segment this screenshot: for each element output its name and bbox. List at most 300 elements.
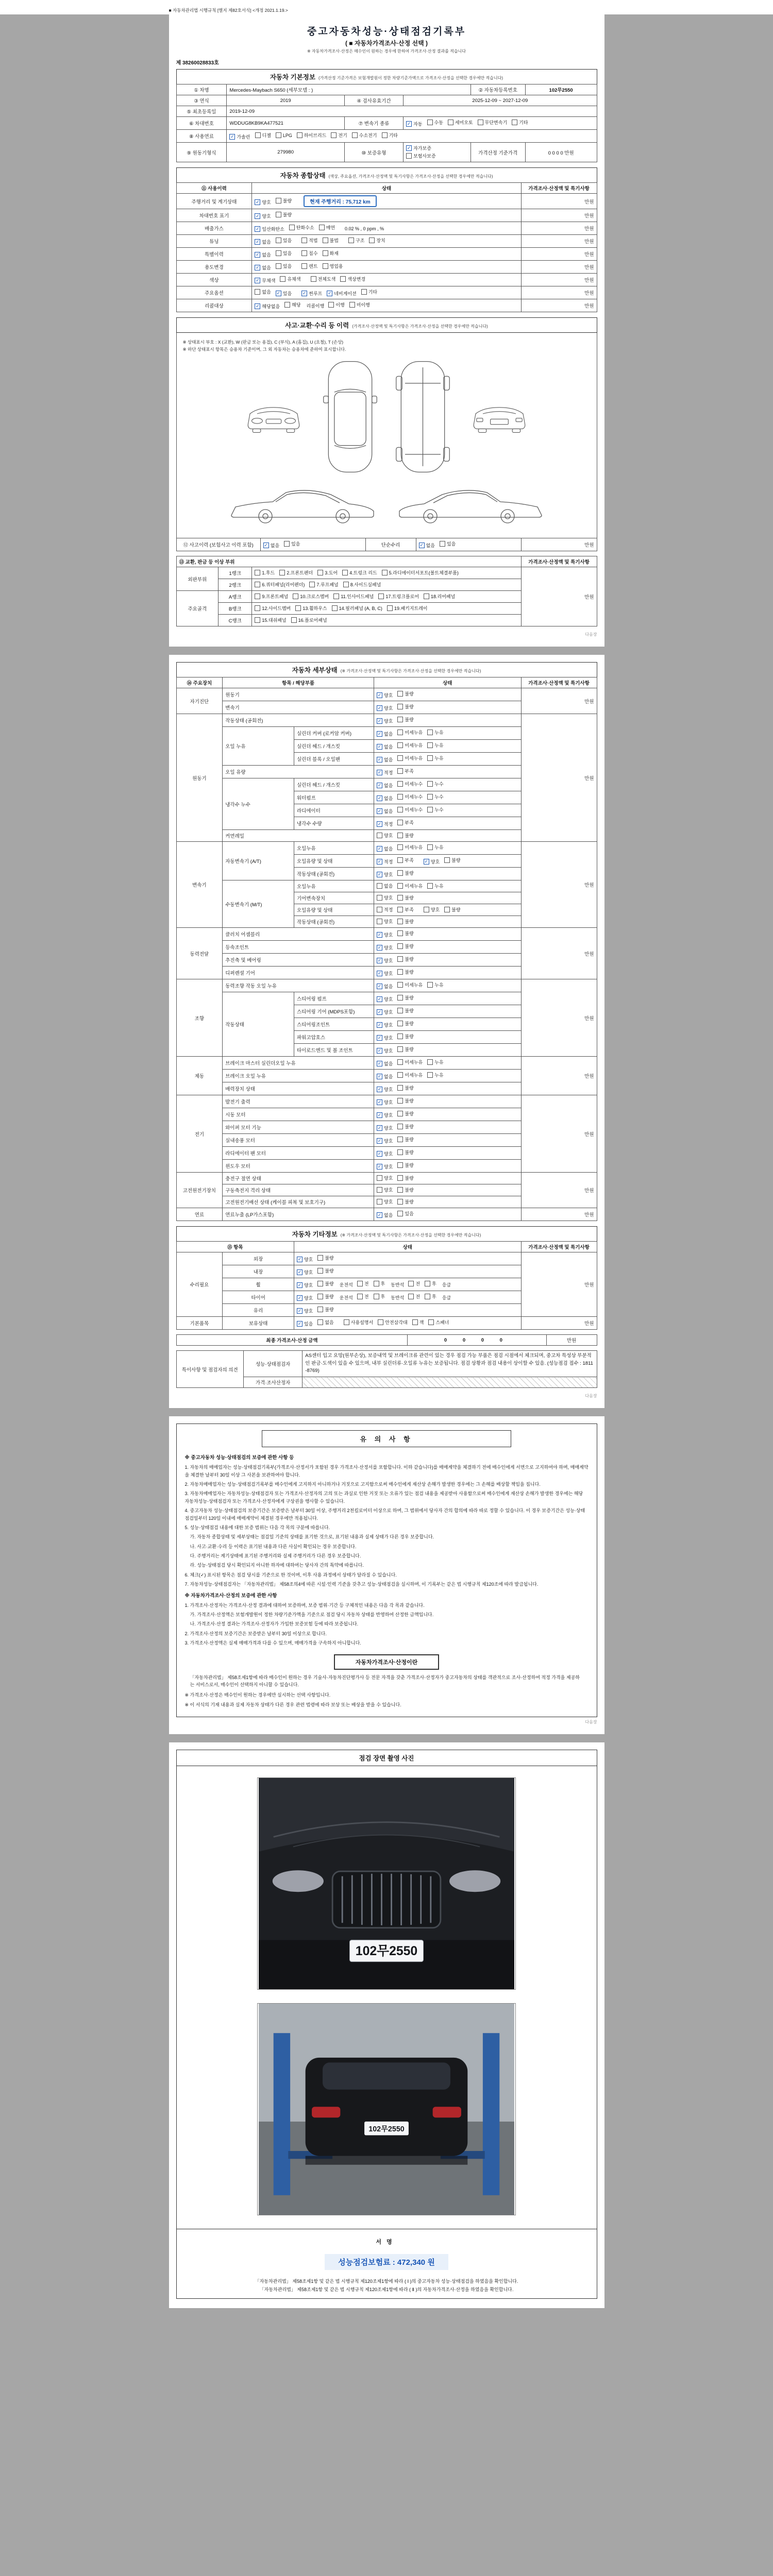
checkbox-icon[interactable]	[397, 691, 403, 697]
checkbox-option[interactable]	[255, 226, 284, 232]
checkbox-option[interactable]	[332, 605, 382, 612]
checkbox-option[interactable]	[397, 703, 413, 710]
checkbox-icon[interactable]	[397, 844, 403, 850]
checkbox-icon[interactable]	[397, 794, 403, 800]
checkbox-icon[interactable]	[255, 617, 260, 623]
checkbox-option[interactable]	[255, 251, 271, 258]
checkbox-option[interactable]	[397, 1198, 413, 1205]
checkbox-icon[interactable]: ✓	[297, 1269, 302, 1275]
checkbox-option[interactable]	[382, 132, 398, 139]
checkbox-option[interactable]	[255, 303, 280, 310]
checkbox-icon[interactable]: ✓	[377, 932, 382, 937]
checkbox-icon[interactable]: ✓	[256, 303, 260, 309]
checkbox-option[interactable]	[397, 981, 423, 988]
checkbox-icon[interactable]: ✓	[377, 1138, 382, 1143]
checkbox-icon[interactable]: ✓	[419, 543, 424, 548]
checkbox-icon[interactable]	[377, 907, 382, 912]
checkbox-icon[interactable]	[369, 238, 375, 243]
checkbox-icon[interactable]	[397, 956, 403, 962]
checkbox-icon[interactable]	[408, 1294, 414, 1299]
checkbox-icon[interactable]: ✓	[377, 1151, 382, 1156]
checkbox-icon[interactable]: ✓	[256, 278, 260, 283]
checkbox-icon[interactable]	[397, 1021, 403, 1026]
checkbox-icon[interactable]	[427, 794, 433, 800]
checkbox-icon[interactable]	[255, 594, 260, 599]
checkbox-option[interactable]	[377, 1073, 393, 1080]
checkbox-icon[interactable]	[255, 605, 260, 611]
checkbox-option[interactable]	[397, 1007, 413, 1014]
checkbox-option[interactable]	[427, 981, 443, 988]
checkbox-option[interactable]	[255, 277, 275, 284]
checkbox-option[interactable]	[377, 1047, 393, 1054]
checkbox-option[interactable]	[295, 605, 327, 612]
checkbox-option[interactable]	[323, 250, 339, 257]
checkbox-option[interactable]	[301, 237, 317, 244]
checkbox-option[interactable]	[343, 581, 381, 588]
checkbox-icon[interactable]	[361, 289, 367, 295]
checkbox-icon[interactable]	[397, 1149, 403, 1155]
checkbox-icon[interactable]	[478, 120, 483, 125]
checkbox-option[interactable]	[377, 743, 393, 750]
checkbox-icon[interactable]	[397, 1059, 403, 1065]
checkbox-icon[interactable]	[348, 238, 354, 243]
checkbox-icon[interactable]	[377, 1175, 382, 1181]
checkbox-option[interactable]	[255, 569, 275, 576]
checkbox-option[interactable]	[340, 276, 365, 282]
checkbox-icon[interactable]	[397, 995, 403, 1001]
checkbox-icon[interactable]	[397, 1162, 403, 1168]
checkbox-icon[interactable]	[397, 883, 403, 889]
checkbox-icon[interactable]	[289, 225, 295, 230]
checkbox-option[interactable]	[377, 944, 393, 951]
checkbox-option[interactable]	[397, 1097, 413, 1104]
checkbox-option[interactable]	[440, 540, 456, 547]
checkbox-icon[interactable]: ✓	[256, 213, 260, 218]
checkbox-icon[interactable]	[295, 605, 301, 611]
checkbox-option[interactable]	[377, 1086, 393, 1093]
checkbox-icon[interactable]: ✓	[377, 971, 382, 976]
checkbox-icon[interactable]: ✓	[276, 291, 281, 296]
checkbox-icon[interactable]	[317, 570, 323, 575]
checkbox-option[interactable]	[397, 1149, 413, 1156]
checkbox-icon[interactable]	[397, 907, 403, 912]
checkbox-icon[interactable]	[397, 1199, 403, 1205]
checkbox-icon[interactable]: ✓	[377, 872, 382, 877]
checkbox-option[interactable]	[424, 593, 455, 600]
checkbox-option[interactable]	[397, 994, 413, 1001]
checkbox-option[interactable]	[297, 1269, 313, 1276]
checkbox-option[interactable]	[427, 1059, 443, 1065]
checkbox-icon[interactable]	[378, 1319, 383, 1325]
checkbox-icon[interactable]	[276, 263, 281, 269]
checkbox-icon[interactable]	[377, 1187, 382, 1193]
checkbox-icon[interactable]	[397, 1211, 403, 1216]
checkbox-option[interactable]	[377, 1035, 393, 1041]
checkbox-option[interactable]	[377, 871, 393, 878]
checkbox-option[interactable]	[323, 237, 339, 244]
checkbox-option[interactable]	[377, 1009, 393, 1015]
checkbox-icon[interactable]	[424, 594, 429, 599]
checkbox-icon[interactable]	[323, 238, 328, 243]
checkbox-option[interactable]	[317, 1293, 333, 1300]
checkbox-icon[interactable]: ✓	[377, 705, 382, 710]
checkbox-icon[interactable]: ✓	[424, 859, 429, 864]
checkbox-option[interactable]	[397, 781, 423, 787]
checkbox-option[interactable]	[276, 290, 292, 297]
checkbox-icon[interactable]: ✓	[256, 239, 260, 244]
checkbox-option[interactable]	[333, 593, 374, 600]
checkbox-icon[interactable]: ✓	[377, 996, 382, 1002]
checkbox-icon[interactable]	[311, 276, 316, 282]
checkbox-option[interactable]	[427, 729, 443, 736]
checkbox-option[interactable]	[293, 593, 329, 600]
checkbox-option[interactable]	[397, 956, 413, 962]
checkbox-icon[interactable]: ✓	[377, 1009, 382, 1014]
checkbox-option[interactable]	[377, 1112, 393, 1118]
checkbox-option[interactable]	[448, 119, 473, 126]
checkbox-icon[interactable]	[317, 1307, 323, 1312]
checkbox-option[interactable]	[301, 263, 317, 269]
checkbox-icon[interactable]: ✓	[297, 1321, 302, 1326]
checkbox-option[interactable]	[397, 1033, 413, 1040]
checkbox-icon[interactable]	[382, 132, 388, 138]
checkbox-option[interactable]	[263, 542, 279, 549]
checkbox-icon[interactable]: ✓	[377, 1087, 382, 1092]
checkbox-icon[interactable]	[397, 742, 403, 748]
checkbox-option[interactable]	[319, 224, 335, 231]
checkbox-icon[interactable]	[397, 755, 403, 761]
checkbox-option[interactable]	[276, 132, 292, 138]
checkbox-icon[interactable]	[301, 238, 307, 243]
checkbox-icon[interactable]: ✓	[377, 945, 382, 950]
checkbox-icon[interactable]: ✓	[297, 1282, 302, 1287]
checkbox-option[interactable]	[377, 858, 393, 865]
checkbox-option[interactable]	[427, 1072, 443, 1078]
checkbox-icon[interactable]	[397, 717, 403, 722]
checkbox-icon[interactable]	[276, 250, 281, 256]
checkbox-option[interactable]	[427, 781, 443, 787]
checkbox-option[interactable]	[284, 540, 300, 547]
checkbox-option[interactable]	[297, 132, 326, 139]
checkbox-icon[interactable]	[397, 982, 403, 988]
checkbox-icon[interactable]	[319, 225, 325, 230]
checkbox-option[interactable]	[317, 1319, 333, 1326]
checkbox-option[interactable]	[311, 276, 336, 282]
checkbox-option[interactable]	[377, 782, 393, 789]
checkbox-icon[interactable]	[344, 1319, 349, 1325]
checkbox-icon[interactable]	[276, 132, 281, 138]
checkbox-option[interactable]	[377, 845, 393, 852]
checkbox-icon[interactable]	[397, 768, 403, 774]
checkbox-icon[interactable]	[397, 1072, 403, 1078]
checkbox-icon[interactable]	[428, 1319, 434, 1325]
checkbox-icon[interactable]: ✓	[264, 543, 268, 548]
checkbox-option[interactable]	[377, 756, 393, 763]
checkbox-option[interactable]	[255, 289, 271, 295]
checkbox-icon[interactable]	[301, 263, 307, 269]
checkbox-icon[interactable]	[255, 132, 261, 138]
checkbox-icon[interactable]	[406, 153, 412, 159]
checkbox-option[interactable]	[328, 301, 344, 308]
checkbox-icon[interactable]: ✓	[297, 1295, 302, 1300]
checkbox-icon[interactable]: ✓	[377, 808, 382, 814]
checkbox-icon[interactable]	[397, 1137, 403, 1142]
checkbox-icon[interactable]	[317, 1268, 323, 1274]
checkbox-option[interactable]	[276, 197, 292, 204]
checkbox-option[interactable]	[424, 906, 440, 913]
checkbox-icon[interactable]	[397, 1085, 403, 1091]
checkbox-option[interactable]	[397, 969, 413, 975]
checkbox-icon[interactable]	[397, 1098, 403, 1104]
checkbox-icon[interactable]	[284, 541, 290, 547]
checkbox-option[interactable]	[428, 1319, 449, 1326]
checkbox-icon[interactable]	[357, 1294, 363, 1299]
checkbox-icon[interactable]	[397, 730, 403, 735]
checkbox-option[interactable]	[427, 119, 443, 126]
checkbox-option[interactable]	[297, 1282, 313, 1289]
checkbox-option[interactable]	[397, 768, 413, 774]
checkbox-option[interactable]	[317, 1255, 333, 1261]
checkbox-option[interactable]	[397, 870, 413, 876]
checkbox-icon[interactable]: ✓	[256, 226, 260, 231]
checkbox-option[interactable]	[444, 857, 460, 863]
checkbox-option[interactable]	[397, 1210, 413, 1217]
checkbox-option[interactable]	[352, 132, 377, 139]
checkbox-icon[interactable]: ✓	[377, 718, 382, 723]
checkbox-option[interactable]	[377, 1163, 393, 1170]
checkbox-icon[interactable]: ✓	[256, 199, 260, 205]
checkbox-icon[interactable]: ✓	[377, 846, 382, 851]
checkbox-icon[interactable]	[276, 198, 281, 204]
checkbox-option[interactable]	[397, 819, 413, 826]
checkbox-icon[interactable]: ✓	[297, 1257, 302, 1262]
checkbox-option[interactable]	[327, 290, 356, 297]
checkbox-icon[interactable]	[317, 1281, 323, 1286]
checkbox-icon[interactable]	[357, 1281, 363, 1286]
checkbox-option[interactable]	[408, 1293, 420, 1300]
checkbox-icon[interactable]	[280, 276, 285, 282]
checkbox-icon[interactable]	[293, 594, 298, 599]
checkbox-icon[interactable]	[397, 820, 403, 825]
checkbox-icon[interactable]	[397, 781, 403, 787]
checkbox-icon[interactable]	[387, 605, 393, 611]
checkbox-option[interactable]	[377, 692, 393, 699]
checkbox-option[interactable]	[377, 1212, 393, 1218]
checkbox-option[interactable]	[297, 1295, 313, 1301]
checkbox-option[interactable]	[377, 970, 393, 977]
checkbox-option[interactable]	[331, 132, 347, 139]
checkbox-option[interactable]	[291, 617, 327, 623]
checkbox-icon[interactable]: ✓	[377, 731, 382, 736]
checkbox-option[interactable]	[377, 1125, 393, 1131]
checkbox-icon[interactable]	[397, 870, 403, 876]
checkbox-option[interactable]	[357, 1280, 369, 1287]
checkbox-option[interactable]	[382, 569, 459, 576]
checkbox-icon[interactable]	[397, 1124, 403, 1129]
checkbox-option[interactable]	[512, 119, 528, 126]
checkbox-option[interactable]	[408, 1280, 420, 1287]
checkbox-option[interactable]	[374, 1280, 385, 1287]
checkbox-option[interactable]	[427, 844, 443, 851]
checkbox-icon[interactable]: ✓	[377, 744, 382, 749]
checkbox-option[interactable]	[377, 1175, 393, 1181]
checkbox-icon[interactable]	[425, 1294, 430, 1299]
checkbox-option[interactable]	[377, 883, 393, 889]
checkbox-icon[interactable]: ✓	[377, 692, 382, 698]
checkbox-option[interactable]	[478, 119, 507, 126]
checkbox-option[interactable]	[377, 808, 393, 815]
checkbox-icon[interactable]: ✓	[297, 1308, 302, 1313]
checkbox-option[interactable]	[255, 617, 286, 623]
checkbox-option[interactable]	[397, 755, 423, 761]
checkbox-option[interactable]	[412, 1319, 424, 1326]
checkbox-option[interactable]	[397, 1046, 413, 1053]
checkbox-icon[interactable]	[397, 943, 403, 949]
checkbox-option[interactable]	[397, 716, 413, 723]
checkbox-icon[interactable]	[427, 982, 433, 988]
checkbox-icon[interactable]: ✓	[377, 1112, 382, 1117]
checkbox-option[interactable]	[279, 569, 313, 576]
checkbox-option[interactable]	[406, 145, 431, 151]
checkbox-icon[interactable]	[297, 132, 303, 138]
checkbox-option[interactable]	[301, 290, 322, 297]
checkbox-option[interactable]	[427, 793, 443, 800]
checkbox-icon[interactable]	[448, 120, 453, 125]
checkbox-option[interactable]	[344, 1319, 373, 1326]
checkbox-icon[interactable]	[444, 857, 450, 863]
checkbox-icon[interactable]	[255, 289, 260, 295]
checkbox-icon[interactable]	[397, 1046, 403, 1052]
checkbox-icon[interactable]	[427, 781, 433, 787]
checkbox-icon[interactable]	[323, 263, 328, 269]
checkbox-icon[interactable]	[427, 1059, 433, 1065]
checkbox-option[interactable]	[397, 906, 413, 913]
checkbox-icon[interactable]	[397, 1187, 403, 1193]
checkbox-icon[interactable]: ✓	[377, 783, 382, 788]
checkbox-option[interactable]	[397, 857, 413, 863]
checkbox-option[interactable]	[424, 858, 440, 865]
checkbox-option[interactable]	[276, 250, 292, 257]
checkbox-option[interactable]	[377, 1060, 393, 1067]
checkbox-icon[interactable]: ✓	[377, 770, 382, 775]
checkbox-option[interactable]	[397, 1020, 413, 1027]
checkbox-icon[interactable]	[284, 302, 290, 308]
checkbox-icon[interactable]	[276, 238, 281, 243]
checkbox-option[interactable]	[377, 821, 393, 827]
checkbox-icon[interactable]	[427, 807, 433, 812]
checkbox-icon[interactable]	[331, 132, 337, 138]
checkbox-icon[interactable]	[427, 1072, 433, 1078]
checkbox-option[interactable]	[397, 729, 423, 736]
checkbox-option[interactable]	[255, 605, 291, 612]
checkbox-option[interactable]	[387, 605, 428, 612]
checkbox-icon[interactable]	[397, 895, 403, 901]
checkbox-option[interactable]	[378, 1319, 407, 1326]
checkbox-icon[interactable]	[317, 1255, 323, 1261]
checkbox-option[interactable]	[377, 795, 393, 802]
checkbox-option[interactable]	[297, 1256, 313, 1263]
checkbox-icon[interactable]	[397, 930, 403, 936]
checkbox-icon[interactable]: ✓	[377, 1074, 382, 1079]
checkbox-option[interactable]	[280, 276, 300, 282]
checkbox-icon[interactable]	[323, 250, 328, 256]
checkbox-option[interactable]	[377, 1099, 393, 1106]
checkbox-icon[interactable]	[291, 617, 297, 623]
checkbox-option[interactable]	[317, 1306, 333, 1313]
checkbox-option[interactable]	[397, 806, 423, 813]
checkbox-option[interactable]	[397, 1072, 423, 1078]
checkbox-option[interactable]	[377, 705, 393, 711]
checkbox-option[interactable]	[369, 237, 385, 244]
checkbox-icon[interactable]: ✓	[377, 1048, 382, 1053]
checkbox-option[interactable]	[289, 224, 314, 231]
checkbox-option[interactable]	[419, 542, 435, 549]
checkbox-option[interactable]	[397, 943, 413, 950]
checkbox-icon[interactable]: ✓	[407, 121, 411, 126]
checkbox-option[interactable]	[377, 996, 393, 1003]
checkbox-option[interactable]	[377, 832, 393, 839]
checkbox-option[interactable]	[276, 263, 292, 269]
checkbox-option[interactable]	[284, 301, 300, 308]
checkbox-icon[interactable]	[427, 730, 433, 735]
checkbox-option[interactable]	[406, 121, 422, 127]
checkbox-option[interactable]	[397, 930, 413, 937]
checkbox-icon[interactable]	[397, 969, 403, 975]
checkbox-option[interactable]	[377, 1138, 393, 1144]
checkbox-icon[interactable]	[276, 212, 281, 217]
checkbox-option[interactable]	[377, 906, 393, 913]
checkbox-option[interactable]	[377, 918, 393, 925]
checkbox-icon[interactable]	[255, 570, 260, 575]
checkbox-option[interactable]	[425, 1280, 436, 1287]
checkbox-option[interactable]	[378, 593, 419, 600]
checkbox-icon[interactable]	[378, 594, 384, 599]
checkbox-icon[interactable]: ✓	[230, 134, 234, 139]
checkbox-icon[interactable]	[408, 1281, 414, 1286]
checkbox-icon[interactable]	[377, 883, 382, 889]
checkbox-option[interactable]	[427, 806, 443, 813]
checkbox-option[interactable]	[444, 906, 460, 913]
checkbox-icon[interactable]: ✓	[377, 821, 382, 826]
checkbox-option[interactable]	[255, 264, 271, 271]
checkbox-icon[interactable]: ✓	[377, 1212, 382, 1217]
checkbox-option[interactable]	[397, 1187, 413, 1193]
checkbox-option[interactable]	[397, 894, 413, 901]
checkbox-option[interactable]	[276, 211, 292, 218]
checkbox-icon[interactable]	[412, 1319, 418, 1325]
checkbox-option[interactable]	[255, 132, 271, 139]
checkbox-option[interactable]	[397, 690, 413, 697]
checkbox-option[interactable]	[348, 237, 364, 244]
checkbox-icon[interactable]	[397, 704, 403, 709]
checkbox-icon[interactable]: ✓	[377, 1022, 382, 1027]
checkbox-icon[interactable]	[397, 1111, 403, 1116]
checkbox-option[interactable]	[377, 1187, 393, 1193]
checkbox-icon[interactable]	[512, 120, 517, 125]
checkbox-option[interactable]	[397, 1162, 413, 1168]
checkbox-icon[interactable]	[397, 857, 403, 863]
checkbox-option[interactable]	[361, 289, 377, 295]
checkbox-icon[interactable]: ✓	[377, 1035, 382, 1040]
checkbox-icon[interactable]	[317, 1319, 323, 1325]
checkbox-icon[interactable]	[255, 582, 260, 587]
checkbox-icon[interactable]	[301, 250, 307, 256]
checkbox-icon[interactable]	[425, 1281, 430, 1286]
checkbox-option[interactable]	[397, 1084, 413, 1091]
checkbox-option[interactable]	[397, 1136, 413, 1143]
checkbox-option[interactable]	[377, 983, 393, 990]
checkbox-icon[interactable]	[374, 1294, 379, 1299]
